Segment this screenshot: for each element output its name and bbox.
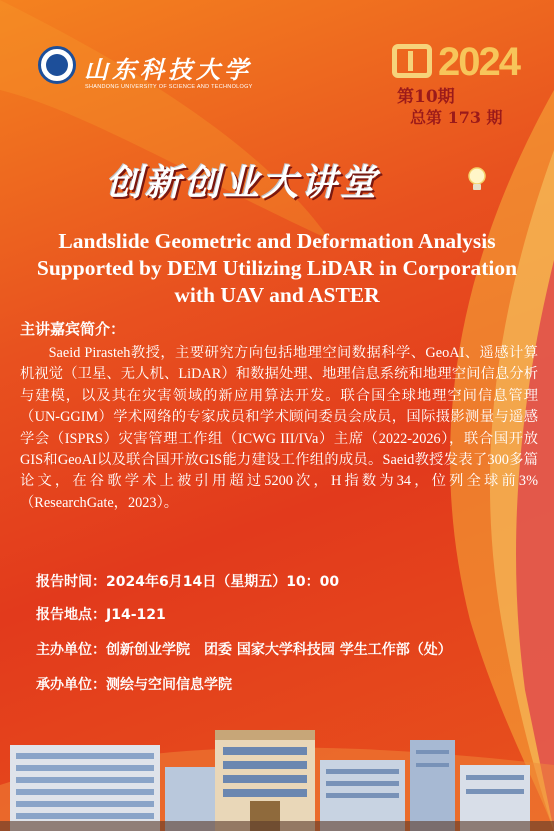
campus-skyline	[0, 705, 554, 831]
lightbulb-icon	[467, 167, 487, 193]
university-name-cn: 山东科技大学	[84, 55, 252, 84]
report-place: 报告地点：J14-121	[36, 607, 166, 623]
organizer: 主办单位：创新创业学院 团委 国家大学科技园 学生工作部（处）	[36, 642, 452, 658]
university-name-en: SHANDONG UNIVERSITY OF SCIENCE AND TECHNOLOGY	[85, 84, 253, 90]
issue-number: 第10期	[397, 87, 455, 107]
year-emblem	[392, 44, 432, 78]
university-logo	[38, 46, 76, 84]
speaker-section-label: 主讲嘉宾简介：	[20, 320, 126, 338]
issue-total: 总第 173 期	[410, 108, 503, 127]
report-time: 报告时间：2024年6月14日（星期五）10：00	[36, 574, 340, 590]
undertaker: 承办单位：测绘与空间信息学院	[36, 677, 232, 693]
series-title: 创新创业大讲堂	[106, 163, 380, 204]
talk-title: Landslide Geometric and Deformation Analysis Supported by DEM Utilizing LiDAR in Corporation with UAV and ASTER	[36, 229, 518, 307]
speaker-bio: Saeid Pirasteh教授，主要研究方向包括地理空间数据科学、GeoAI、遥感计算机视觉（卫星、无人机、LiDAR）和数据处理、地理信息系统和地理空间信息分析与建模，以及其在灾害领域的新应用算法开发。联合国全球地理空间信息管理（UN-GGIM）学术网络的专家成员和学术顾问委员会成员，国际摄影测量与遥感学会（ISPRS）灾害管理工作组（ICWG III/IVa）主席（2022-2026），联合国开放GIS和GeoAI以及联合国开放GIS能力建设工作组的成员。Saeid教授发表了300多篇论文，在谷歌学术上被引用超过5200次，H指数为34，位列全球前3%（ResearchGate，2023）。	[20, 345, 538, 511]
year: 2024	[438, 40, 519, 84]
